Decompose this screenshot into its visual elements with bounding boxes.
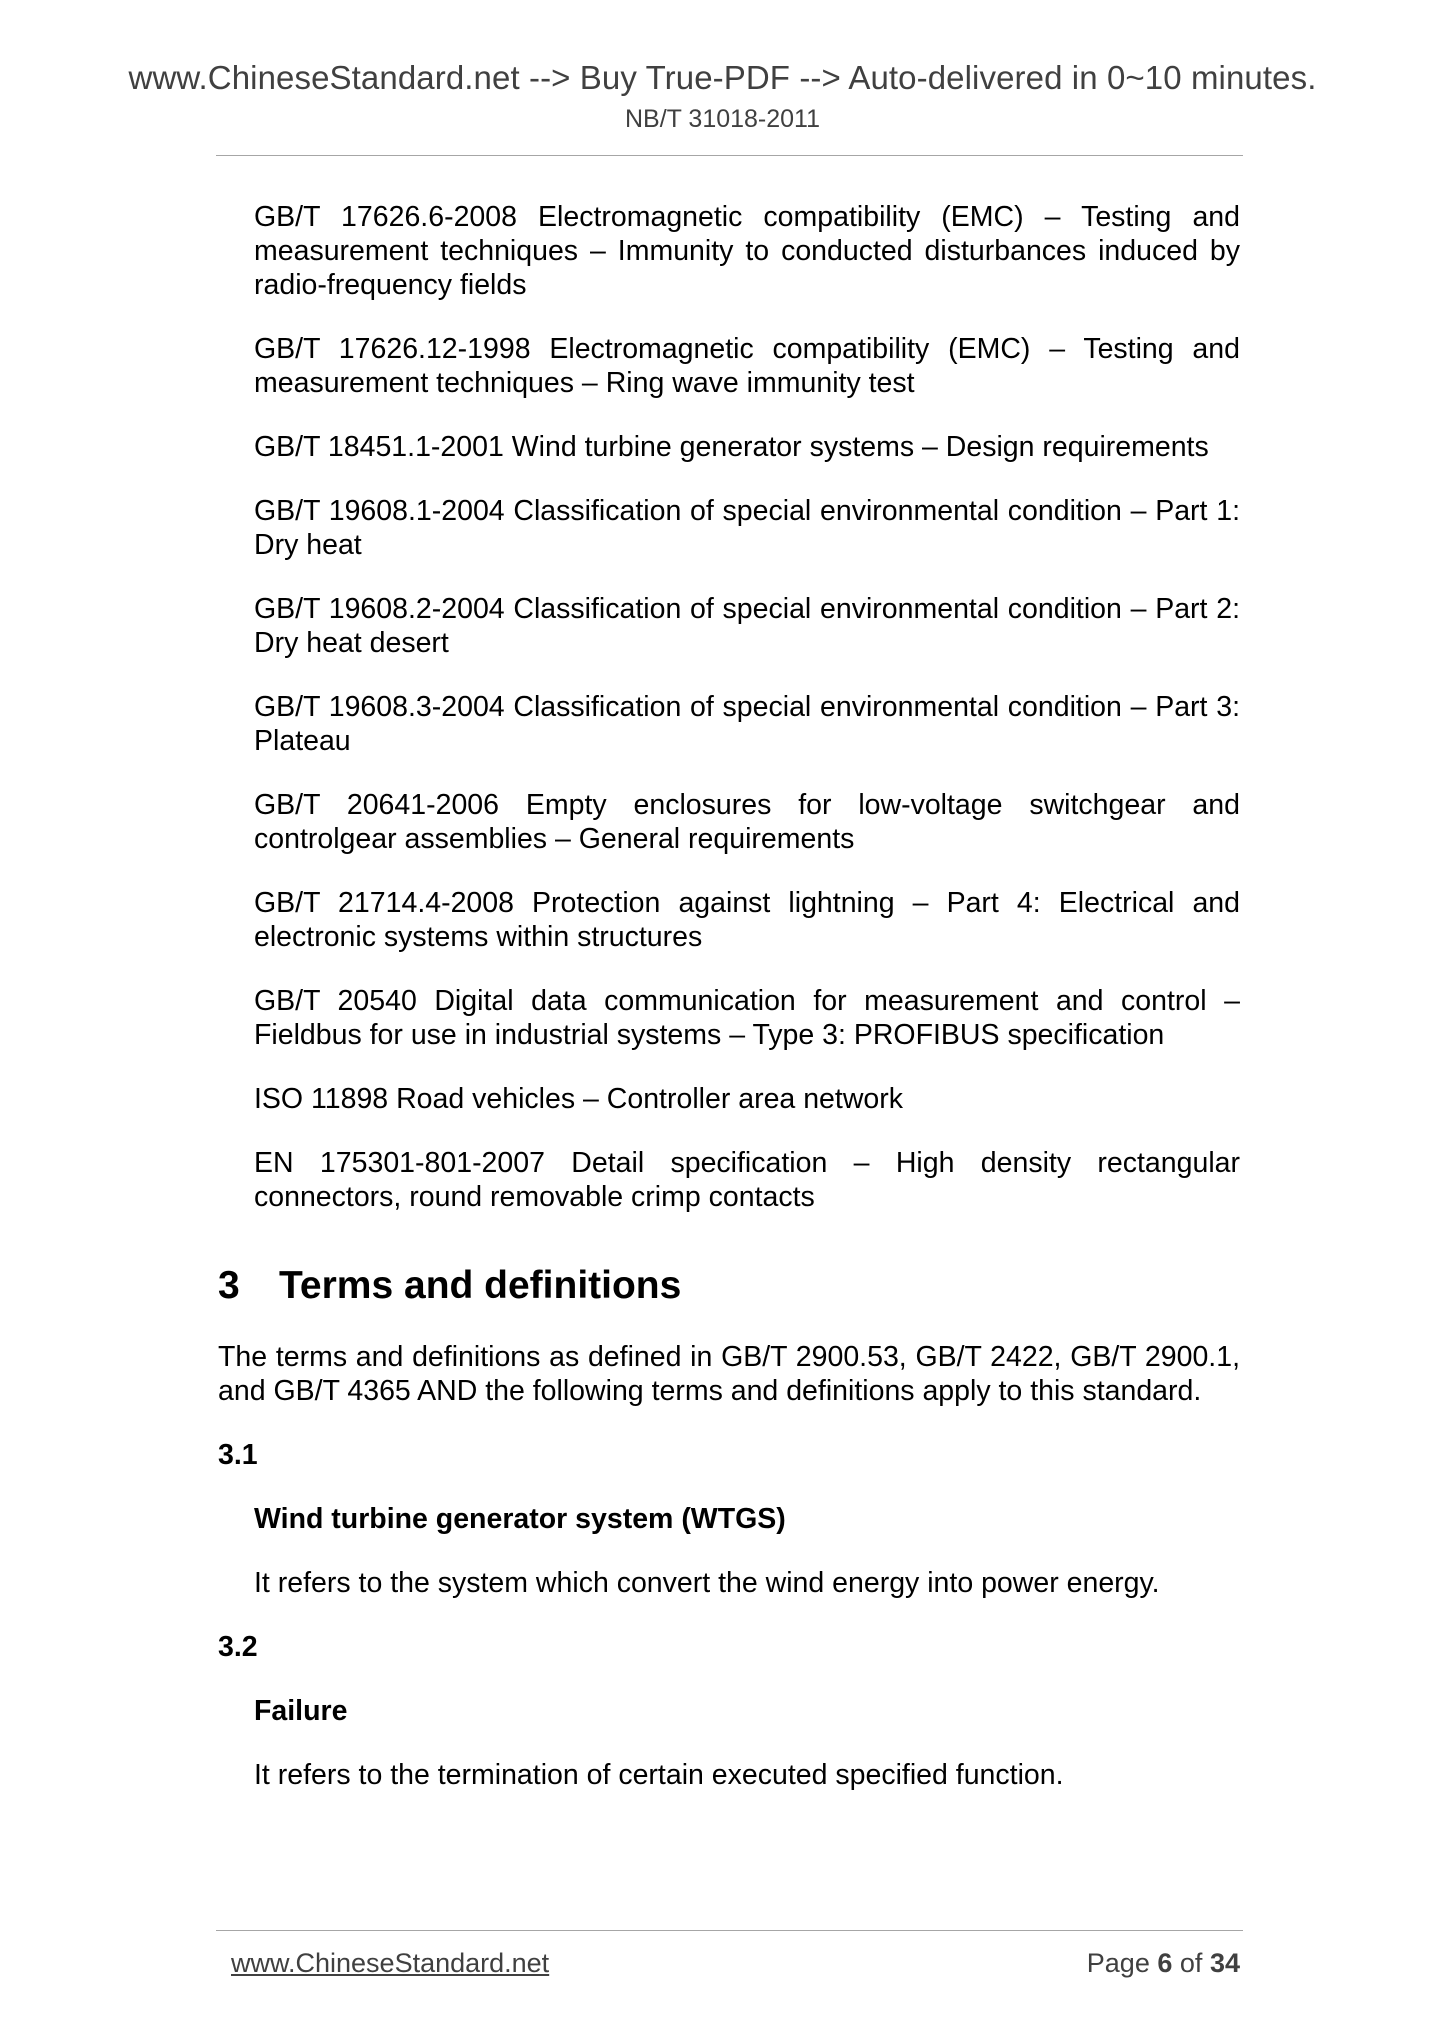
term-title: Failure: [254, 1695, 348, 1727]
reference-item: GB/T 19608.3-2004 Classification of special environmental condition – Part 3: Plateau: [254, 691, 1240, 757]
page-total: 34: [1209, 1948, 1240, 1978]
footer-website-link[interactable]: www.ChineseStandard.net: [231, 1948, 550, 1978]
document-body: [218, 200, 1240, 1822]
term-title: Wind turbine generator system (WTGS): [254, 1503, 786, 1535]
clause-number: 3.1: [218, 1439, 258, 1471]
footer-divider: [216, 1930, 1243, 1931]
section-title: Terms and definitions: [279, 1264, 682, 1307]
page-current: 6: [1157, 1948, 1173, 1978]
page-header: [0, 58, 1445, 134]
section-number: 3: [218, 1264, 240, 1307]
clause-number: 3.2: [218, 1631, 258, 1663]
reference-item: ISO 11898 Road vehicles – Controller area network: [254, 1083, 903, 1115]
page-number: [1087, 1948, 1240, 1979]
term-definition: It refers to the system which convert the wind energy into power energy.: [254, 1567, 1160, 1599]
standard-code: NB/T 31018-2011: [624, 105, 821, 133]
reference-item: GB/T 20641-2006 Empty enclosures for low-voltage switchgear and controlgear assemblies – General requirements: [254, 789, 1240, 855]
header-divider: [216, 155, 1243, 156]
term-definition: It refers to the termination of certain executed specified function.: [254, 1759, 1064, 1791]
reference-item: GB/T 21714.4-2008 Protection against lightning – Part 4: Electrical and electronic systems within structures: [254, 887, 1240, 953]
section-heading: [218, 1262, 1240, 1310]
reference-item: GB/T 17626.12-1998 Electromagnetic compatibility (EMC) – Testing and measurement techniques – Ring wave immunity test: [254, 333, 1240, 399]
reference-item: GB/T 19608.2-2004 Classification of special environmental condition – Part 2: Dry heat desert: [254, 593, 1240, 659]
clause-3-2: [218, 1630, 1240, 1792]
reference-item: GB/T 17626.6-2008 Electromagnetic compatibility (EMC) – Testing and measurement techniques – Immunity to conducted disturbances induced by radio-frequency fields: [254, 201, 1240, 301]
reference-item: GB/T 19608.1-2004 Classification of special environmental condition – Part 1: Dry heat: [254, 495, 1240, 561]
normative-references-list: [218, 200, 1240, 1214]
page-of: of: [1179, 1948, 1203, 1978]
page-word: Page: [1086, 1948, 1150, 1978]
clause-3-1: [218, 1438, 1240, 1600]
section-intro: The terms and definitions as defined in GB/T 2900.53, GB/T 2422, GB/T 2900.1, and GB/T 4365 AND the following terms and definitions apply to this standard.: [218, 1341, 1240, 1407]
reference-item: EN 175301-801-2007 Detail specification – High density rectangular connectors, round removable crimp contacts: [254, 1147, 1240, 1213]
reference-item: GB/T 18451.1-2001 Wind turbine generator systems – Design requirements: [254, 431, 1209, 463]
header-banner: www.ChineseStandard.net --> Buy True-PDF --> Auto-delivered in 0~10 minutes.: [128, 59, 1317, 96]
reference-item: GB/T 20540 Digital data communication for measurement and control – Fieldbus for use in industrial systems – Type 3: PROFIBUS specification: [254, 985, 1240, 1051]
